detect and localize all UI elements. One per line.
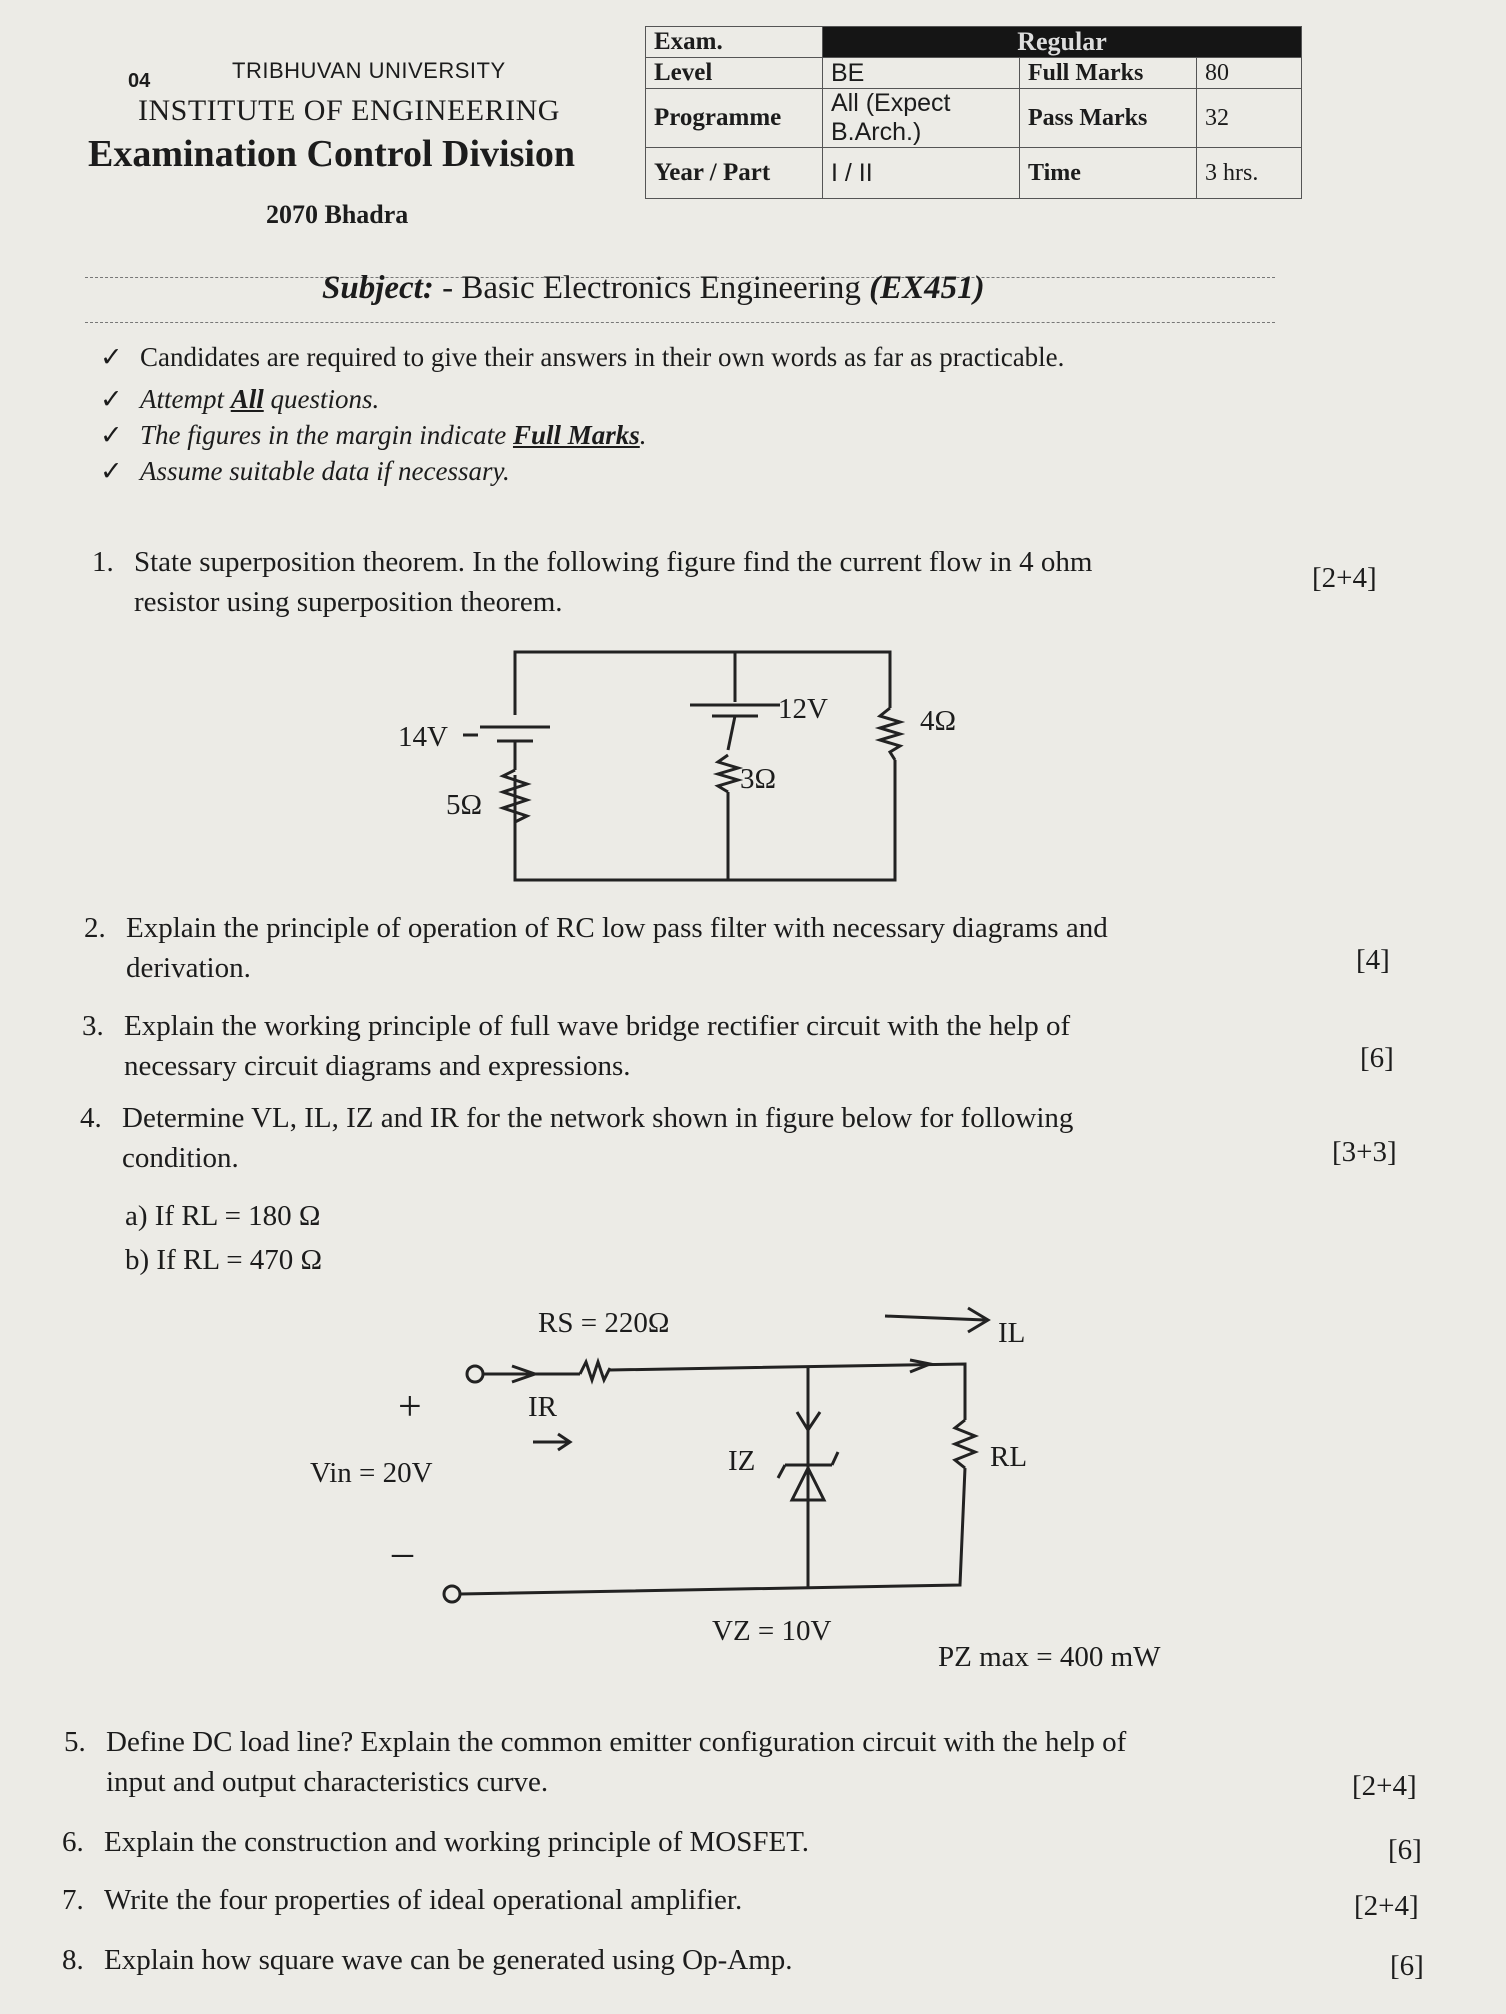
instruction-3-end: . [639, 420, 647, 450]
question-number: 2. [84, 912, 106, 944]
instruction-2 [100, 384, 379, 415]
instruction-2-text: Attempt [140, 384, 231, 414]
question-3 [82, 1006, 1302, 1086]
instruction-4-text: Assume suitable data if necessary. [140, 456, 510, 486]
year-value: I / II [823, 148, 1020, 199]
pass-marks-value: 32 [1197, 89, 1302, 148]
label-3ohm: 3Ω [740, 763, 777, 795]
question-5-marks: [2+4] [1352, 1770, 1417, 1802]
question-2 [84, 908, 1304, 988]
circuit2-bottom-wire [460, 1468, 965, 1594]
question-text: Explain the principle of operation of RC low pass filter with necessary diagrams and [126, 912, 1108, 944]
pass-marks-label: Pass Marks [1020, 89, 1197, 148]
question-number: 8. [62, 1944, 84, 1976]
subject-line [322, 270, 985, 307]
question-1 [92, 542, 1312, 622]
divider-bottom [85, 322, 1275, 323]
instruction-4 [100, 456, 510, 487]
programme-label: Programme [646, 89, 823, 148]
label-plus: + [398, 1384, 422, 1430]
full-marks-value: 80 [1197, 58, 1302, 89]
question-text-cont: condition. [122, 1142, 239, 1174]
university-name: TRIBHUVAN UNIVERSITY [232, 58, 506, 83]
label-12v: 12V [778, 693, 828, 725]
question-text: Write the four properties of ideal operational amplifier. [104, 1884, 743, 1916]
resistor-4ohm-zigzag [880, 708, 900, 760]
question-text-cont: derivation. [126, 952, 251, 984]
label-vin: Vin = 20V [310, 1457, 433, 1489]
label-minus: – [392, 1530, 413, 1576]
question-6-marks: [6] [1388, 1834, 1422, 1866]
full-marks-label: Full Marks [1020, 58, 1197, 89]
question-4 [80, 1098, 1300, 1178]
instruction-2-end: questions. [263, 384, 380, 414]
label-pz: PZ max = 400 mW [938, 1641, 1161, 1673]
label-14v: 14V [398, 721, 448, 753]
question-text: Define DC load line? Explain the common emitter configuration circuit with the help of [106, 1726, 1127, 1758]
question-text: State superposition theorem. In the following figure find the current flow in 4 ohm [134, 546, 1093, 578]
question-1-marks: [2+4] [1312, 562, 1377, 594]
question-7-marks: [2+4] [1354, 1890, 1419, 1922]
zener-triangle [792, 1468, 824, 1500]
check-icon: ✓ [100, 342, 123, 372]
question-4-part-a: a) If RL = 180 Ω [125, 1200, 321, 1232]
instruction-3 [100, 420, 647, 451]
question-number: 3. [82, 1010, 104, 1042]
exam-type: Regular [823, 27, 1302, 58]
check-icon: ✓ [100, 420, 123, 450]
label-5ohm: 5Ω [446, 789, 483, 821]
question-text: Explain the working principle of full wave bridge rectifier circuit with the help of [124, 1010, 1071, 1042]
time-value: 3 hrs. [1197, 148, 1302, 199]
label-il: IL [998, 1317, 1026, 1349]
check-icon: ✓ [100, 456, 123, 486]
resistor-5ohm-zigzag [503, 770, 527, 822]
question-7 [62, 1880, 1282, 1920]
exam-label: Exam. [646, 27, 823, 58]
question-text-cont: necessary circuit diagrams and expressions. [124, 1050, 631, 1082]
question-text: Determine VL, IL, IZ and IR for the network shown in figure below for following [122, 1102, 1074, 1134]
time-label: Time [1020, 148, 1197, 199]
label-rl: RL [990, 1441, 1028, 1473]
question-number: 4. [80, 1102, 102, 1134]
question-5 [64, 1722, 1344, 1802]
subject-code: (EX451) [869, 270, 985, 306]
circuit1-bottom-wire [515, 760, 895, 880]
programme-value [823, 89, 1020, 148]
instruction-2-emph: All [230, 384, 264, 414]
question-4-part-b: b) If RL = 470 Ω [125, 1244, 323, 1276]
instruction-1 [100, 342, 1064, 373]
instruction-3-text: The figures in the margin indicate [140, 420, 513, 450]
question-3-marks: [6] [1360, 1042, 1394, 1074]
question-text: Explain the construction and working principle of MOSFET. [104, 1826, 810, 1858]
label-4ohm: 4Ω [920, 705, 957, 737]
circuit1-top-wire [515, 652, 890, 715]
question-4-marks: [3+3] [1332, 1136, 1397, 1168]
question-number: 5. [64, 1726, 86, 1758]
paper-code: 04 [128, 70, 151, 92]
question-text-cont: resistor using superposition theorem. [134, 586, 563, 618]
programme-value-line1: All (Expect [831, 89, 951, 117]
label-vz: VZ = 10V [712, 1615, 832, 1647]
resistor-3ohm-zigzag [718, 755, 738, 792]
instruction-3-emph: Full Marks [512, 420, 640, 450]
question-number: 1. [92, 546, 114, 578]
programme-value-line2: B.Arch.) [831, 118, 922, 146]
division-name: Examination Control Division [88, 133, 576, 175]
question-text-cont: input and output characteristics curve. [106, 1766, 549, 1798]
question-8 [62, 1940, 1282, 1980]
question-2-marks: [4] [1356, 944, 1390, 976]
question-6 [62, 1822, 1282, 1862]
question-number: 7. [62, 1884, 84, 1916]
question-8-marks: [6] [1390, 1950, 1424, 1982]
input-terminal-bottom [444, 1586, 460, 1602]
instruction-1-text: Candidates are required to give their answers in their own words as far as practicable. [140, 342, 1065, 372]
subject-lead: Subject: [322, 270, 434, 306]
resistor-rl-zigzag [955, 1420, 975, 1468]
exam-info-table [645, 26, 1302, 199]
label-ir: IR [528, 1391, 557, 1423]
input-terminal-top [467, 1366, 483, 1382]
resistor-rs-zigzag [580, 1362, 610, 1380]
label-rs: RS = 220Ω [538, 1307, 670, 1339]
question-number: 6. [62, 1826, 84, 1858]
subject-name: - Basic Electronics Engineering [433, 270, 870, 306]
year-label: Year / Part [646, 148, 823, 199]
level-label: Level [646, 58, 823, 89]
level-value: BE [823, 58, 1020, 89]
exam-date: 2070 Bhadra [266, 200, 409, 229]
label-iz: IZ [728, 1445, 756, 1477]
question-text: Explain how square wave can be generated using Op-Amp. [104, 1944, 793, 1976]
check-icon: ✓ [100, 384, 123, 414]
institute-name: INSTITUTE OF ENGINEERING [138, 94, 560, 127]
circuit2-top-wire [610, 1364, 965, 1420]
